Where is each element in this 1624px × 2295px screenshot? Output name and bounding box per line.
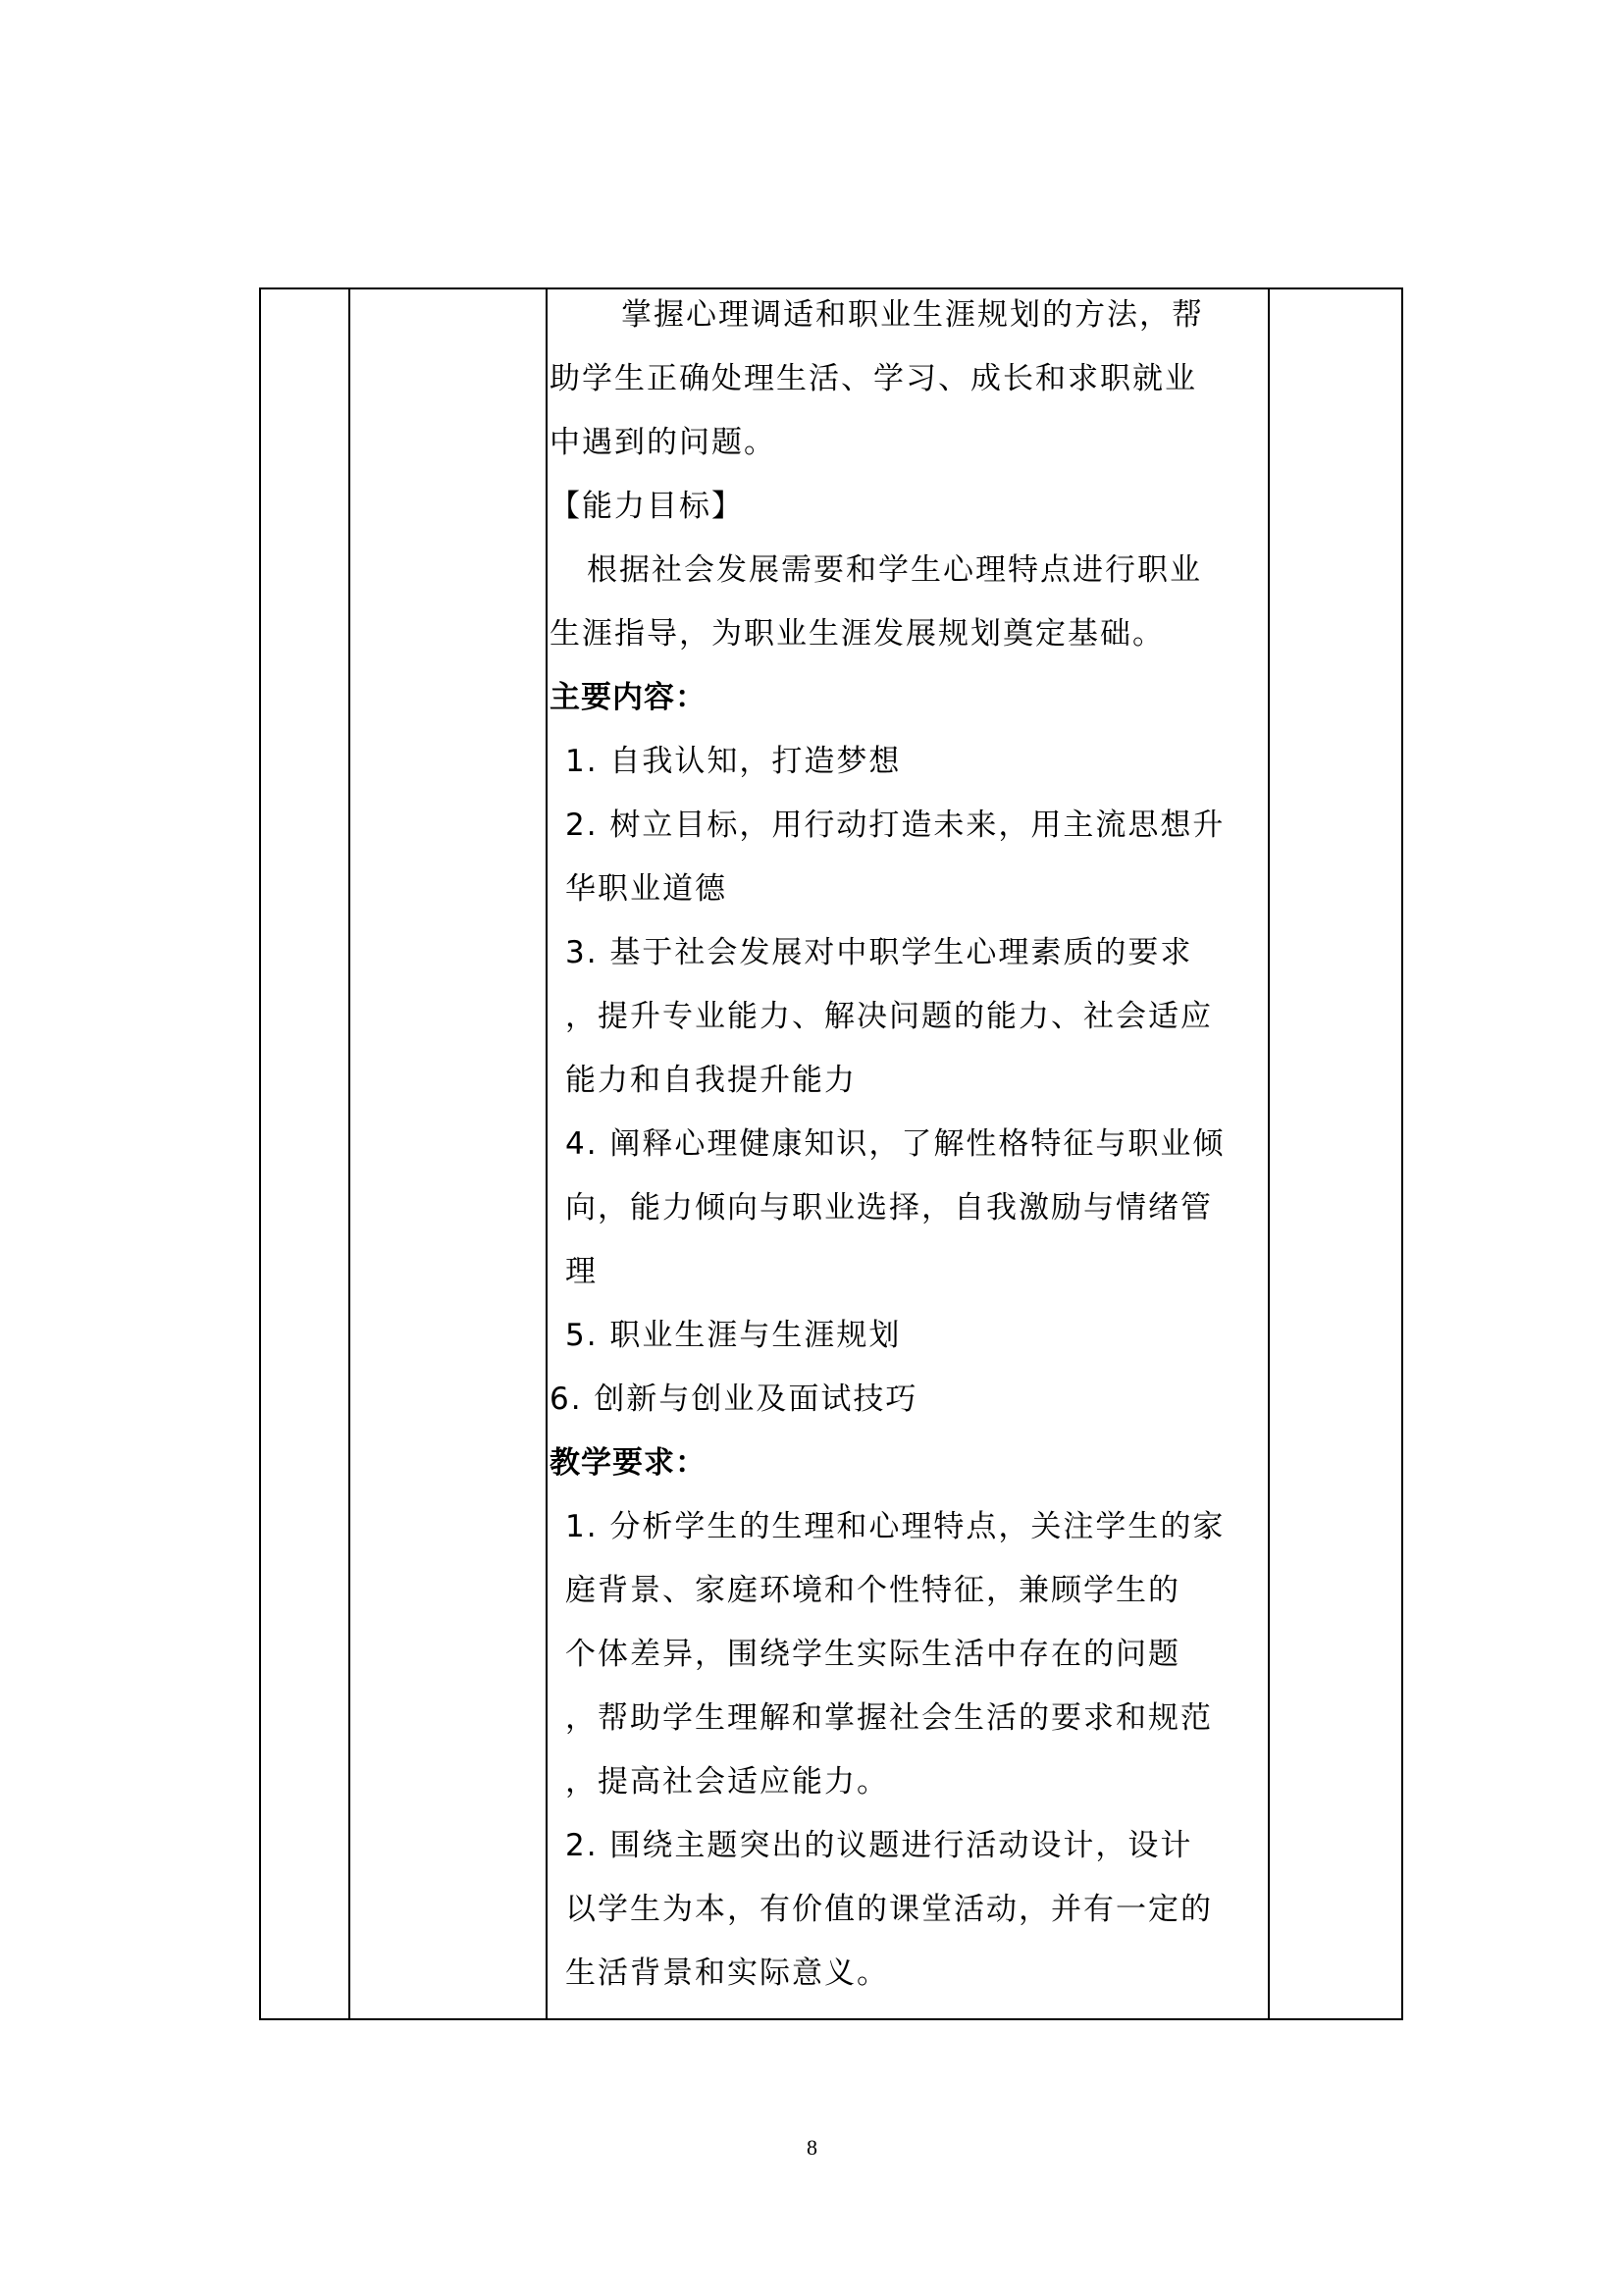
list-item: 1. 分析学生的生理和心理特点，关注学生的家 — [565, 1509, 1226, 1544]
list-item-continued: ，帮助学生理解和掌握社会生活的要求和规范 — [565, 1700, 1213, 1736]
list-item-continued: 理 — [565, 1254, 598, 1289]
list-item: 2. 树立目标，用行动打造未来，用主流思想升 — [565, 808, 1226, 843]
list-item-continued: 个体差异，围绕学生实际生活中存在的问题 — [565, 1637, 1180, 1672]
list-item-continued: 以学生为本，有价值的课堂活动，并有一定的 — [565, 1892, 1213, 1927]
list-item-continued: ，提高社会适应能力。 — [565, 1764, 889, 1799]
page-number: 8 — [807, 2135, 817, 2160]
content-line: 生涯指导，为职业生涯发展规划奠定基础。 — [550, 616, 1165, 652]
list-item: 5. 职业生涯与生涯规划 — [565, 1318, 902, 1353]
content-line: 掌握心理调适和职业生涯规划的方法，帮 — [621, 297, 1204, 333]
course-table — [259, 287, 1403, 2020]
table-column-divider — [348, 289, 350, 2018]
list-item: 2. 围绕主题突出的议题进行活动设计，设计 — [565, 1828, 1193, 1863]
list-item: 6. 创新与创业及面试技巧 — [550, 1382, 918, 1417]
list-item-continued: 能力和自我提升能力 — [565, 1063, 857, 1098]
list-item: 3. 基于社会发展对中职学生心理素质的要求 — [565, 935, 1193, 970]
section-heading-main-content: 主要内容： — [550, 680, 707, 715]
table-column-divider — [1268, 289, 1270, 2018]
list-item: 4. 阐释心理健康知识，了解性格特征与职业倾 — [565, 1126, 1226, 1162]
content-line: 中遇到的问题。 — [550, 425, 776, 460]
list-item: 1. 自我认知，打造梦想 — [565, 744, 902, 779]
list-item-continued: ，提升专业能力、解决问题的能力、社会适应 — [565, 999, 1213, 1034]
list-item-continued: 向，能力倾向与职业选择，自我激励与情绪管 — [565, 1190, 1213, 1226]
list-item-continued: 华职业道德 — [565, 871, 727, 907]
course-content-cell — [548, 289, 1268, 2018]
content-line: 根据社会发展需要和学生心理特点进行职业 — [587, 552, 1202, 588]
section-heading-teaching-requirements: 教学要求： — [550, 1445, 707, 1481]
section-heading-ability-goals: 【能力目标】 — [550, 489, 744, 524]
list-item-continued: 生活背景和实际意义。 — [565, 1956, 889, 1991]
content-line: 助学生正确处理生活、学习、成长和求职就业 — [550, 361, 1197, 396]
list-item-continued: 庭背景、家庭环境和个性特征，兼顾学生的 — [565, 1573, 1180, 1608]
